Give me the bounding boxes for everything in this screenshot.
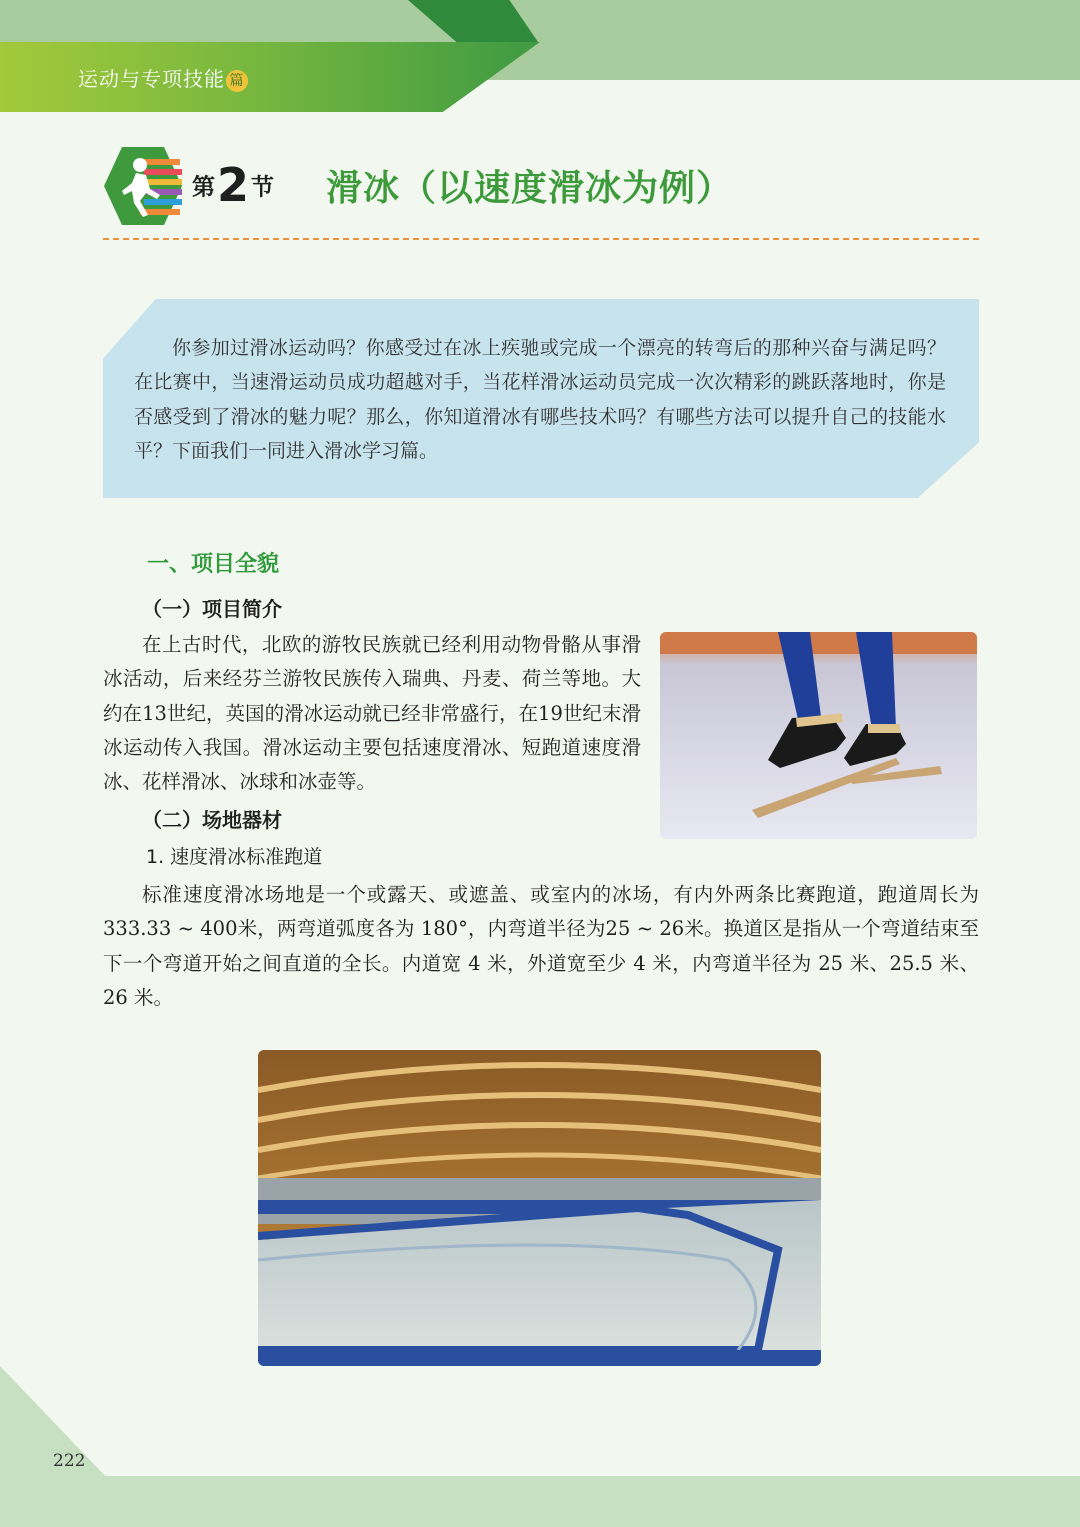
sub1-heading: （一）项目简介 (142, 597, 282, 621)
sub2-paragraph: 标准速度滑冰场地是一个或露天、或遮盖、或室内的冰场，有内外两条比赛跑道，跑道周长为333.33 ~ 400米，两弯道弧度各为 180°，内弯道半径为25 ~ 26米。换道区是指从一个弯道结束至下一个弯道开始之间直道的全长。内道宽 4 米，外道宽至少 4 米，内弯道半径为 25 米、25.5 米、26 米。 (103, 883, 979, 1009)
sub1-paragraph: 在上古时代，北欧的游牧民族就已经利用动物骨骼从事滑冰活动，后来经芬兰游牧民族传入瑞典、丹麦、荷兰等地。大约在13世纪，英国的滑冰运动就已经非常盛行，在19世纪末滑冰运动传入我国。滑冰运动主要包括速度滑冰、短跑道速度滑冰、花样滑冰、冰球和冰壶等。 (103, 633, 641, 794)
page-number: 222 (53, 1451, 86, 1471)
header-category-text: 运动与专项技能 (78, 67, 225, 91)
section-title: 滑冰（以速度滑冰为例） (326, 168, 734, 209)
runner-logo-icon (102, 145, 184, 227)
sub2-heading: （二）场地器材 (142, 808, 282, 832)
title-divider (103, 238, 979, 240)
section-number: 2 (217, 158, 250, 212)
section-label-prefix: 第 (192, 174, 215, 201)
speed-skate-photo (660, 632, 977, 839)
header-badge: 篇 (226, 70, 248, 92)
ice-rink-photo (258, 1050, 821, 1366)
footer-band (0, 1476, 1080, 1527)
item1-heading: 1. 速度滑冰标准跑道 (146, 846, 323, 868)
intro-text: 你参加过滑冰运动吗？你感受过在冰上疾驰或完成一个漂亮的转弯后的那种兴奋与满足吗？在比赛中，当速滑运动员成功超越对手，当花样滑冰运动员完成一次次精彩的跳跃落地时，你是否感受到了滑冰的魅力呢？那么，你知道滑冰有哪些技术吗？有哪些方法可以提升自己的技能水平？下面我们一同进入滑冰学习篇。 (134, 337, 946, 462)
header-category (78, 63, 248, 92)
section-label (192, 158, 274, 212)
section-label-suffix: 节 (251, 174, 275, 201)
part1-heading: 一、项目全貌 (147, 552, 280, 577)
